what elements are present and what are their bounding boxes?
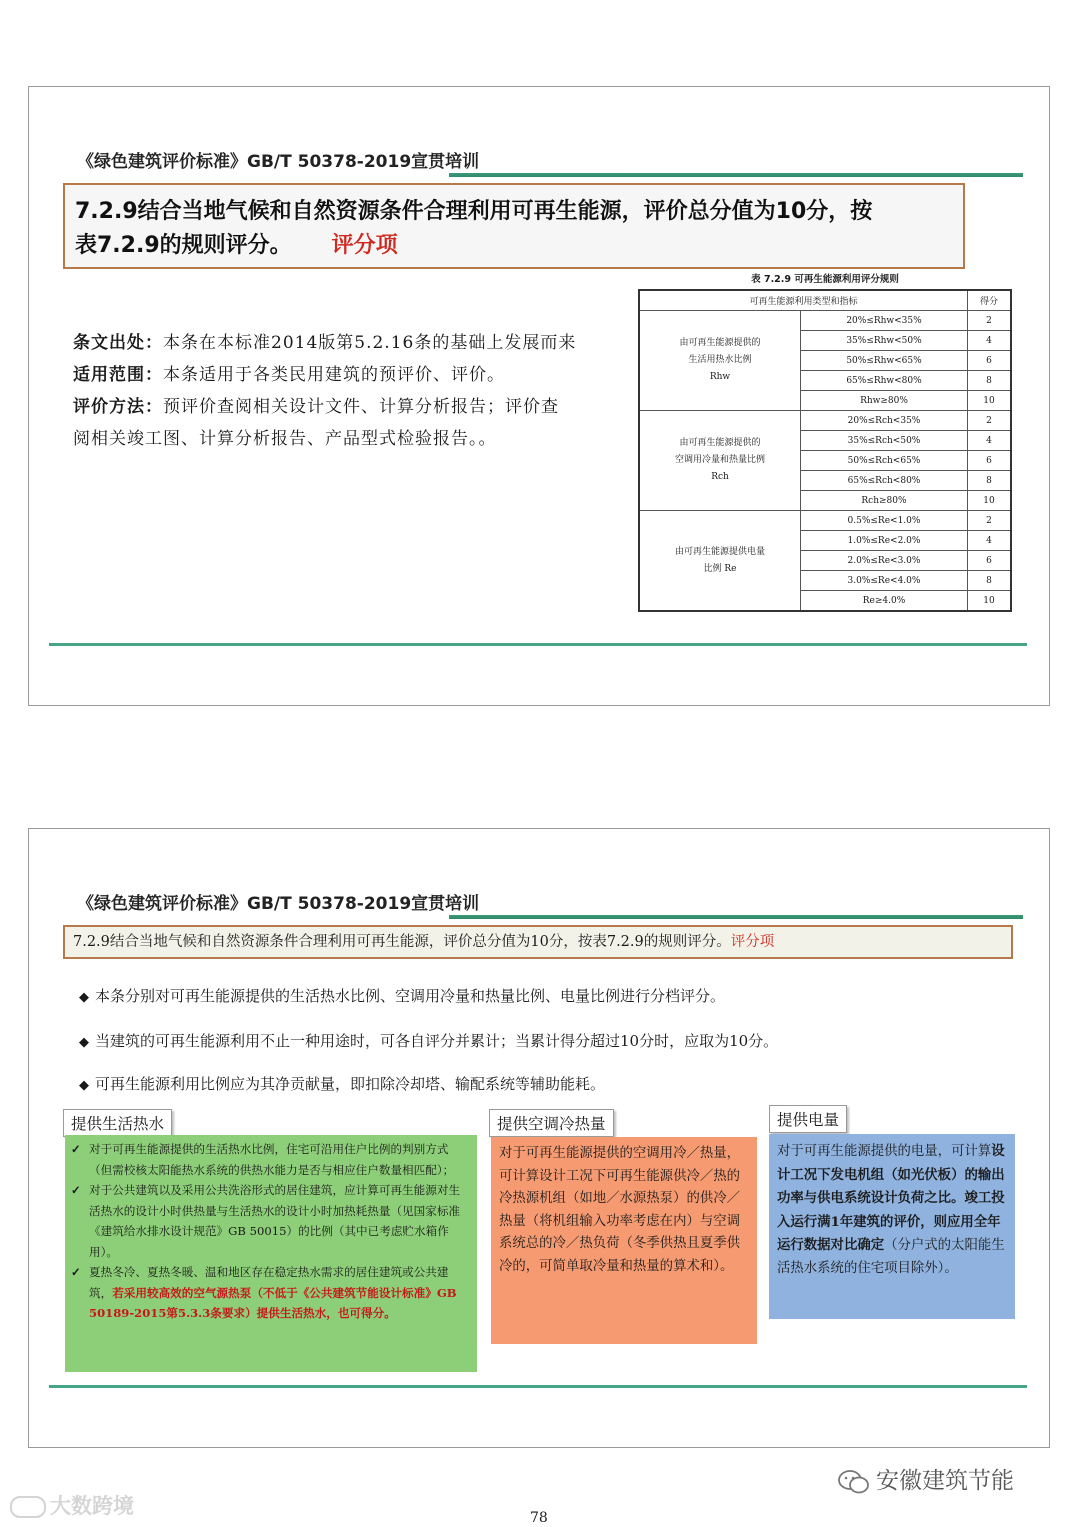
- table-cell-range: 65%≤Rhw<80%: [801, 371, 968, 391]
- item-text: 对于公共建筑以及采用公共洗浴形式的居住建筑，应计算可再生能源对生活热水的设计小时供热量与生活热水的设计小时加热耗热量（见国家标准《建筑给水排水设计规范》GB 50015）的比例（其中已考虑贮水箱作用）。: [89, 1183, 461, 1259]
- table-row: [639, 411, 1011, 431]
- scoring-table: [638, 271, 1012, 612]
- clause-tag: 评分项: [730, 934, 775, 950]
- category-line: 由可再生能源提供的: [679, 338, 761, 348]
- source-text: 本条在本标准2014版第5.2.16条的基础上发展而来: [163, 333, 577, 353]
- table-cell-range: 65%≤Rch<80%: [801, 471, 968, 491]
- table-category: [639, 311, 801, 411]
- hot-water-label: 提供生活热水: [63, 1109, 172, 1137]
- method-label: 评价方法：: [73, 397, 163, 417]
- table-cell-range: 20%≤Rhw<35%: [801, 311, 968, 331]
- diamond-icon: ◆: [79, 990, 89, 1005]
- table-category: [639, 511, 801, 612]
- cooling-panel: [491, 1137, 757, 1344]
- table-cell-score: 6: [968, 351, 1012, 371]
- slide-header: 《绿色建筑评价标准》GB/T 50378-2019宣贯培训: [77, 152, 480, 172]
- table-cell-range: 2.0%≤Re<3.0%: [801, 551, 968, 571]
- category-line: 空调用冷量和热量比例: [674, 455, 765, 465]
- bullet-item: [79, 985, 725, 1006]
- table-cell-range: 20%≤Rch<35%: [801, 411, 968, 431]
- check-icon: ✓: [71, 1265, 81, 1279]
- footer-rule: [49, 643, 1027, 646]
- table-cell-score: 10: [968, 591, 1012, 612]
- table-cell-range: 50%≤Rhw<65%: [801, 351, 968, 371]
- electric-text: 对于可再生能源提供的电量，可计算: [777, 1144, 992, 1159]
- table-cell-score: 2: [968, 511, 1012, 531]
- diamond-icon: ◆: [79, 1078, 89, 1093]
- watermark-text: 大数跨境: [50, 1494, 134, 1518]
- table-caption: 表 7.2.9 可再生能源利用评分规则: [751, 274, 899, 285]
- table-cell-range: 35%≤Rhw<50%: [801, 331, 968, 351]
- check-icon: ✓: [71, 1142, 81, 1156]
- list-item: [71, 1180, 471, 1262]
- clause-title-line2: 表7.2.9的规则评分。: [75, 233, 292, 258]
- watermark-icon: [10, 1496, 46, 1518]
- brand-text: 安徽建筑节能: [876, 1468, 1014, 1494]
- clause-title-line1: 7.2.9结合当地气候和自然资源条件合理利用可再生能源，评价总分值为10分，按: [75, 199, 873, 224]
- electric-text-highlight: 设计工况下发电机组（如光伏板）的输出功率与供电系统设计负荷之比。竣工投入运行满1年建筑的评价，则应用全年运行数据对比确定: [777, 1143, 1005, 1253]
- table-cell-range: 50%≤Rch<65%: [801, 451, 968, 471]
- bullet-item: [79, 1073, 605, 1094]
- table-cell-range: 35%≤Rch<50%: [801, 431, 968, 451]
- table-cell-score: 4: [968, 531, 1012, 551]
- item-text-highlight: 若采用较高效的空气源热泵（不低于《公共建筑节能设计标准》GB 50189-2015第5.3.3条要求）提供生活热水，也可得分。: [89, 1285, 457, 1320]
- scope-text: 本条适用于各类民用建筑的预评价、评价。: [163, 365, 505, 385]
- category-line: 生活用热水比例: [688, 355, 752, 365]
- electric-panel: [769, 1134, 1015, 1319]
- list-item: [71, 1262, 471, 1324]
- table-cell-range: 1.0%≤Re<2.0%: [801, 531, 968, 551]
- header-rule: [449, 915, 1023, 919]
- table-cell-score: 2: [968, 411, 1012, 431]
- table-cell-score: 4: [968, 331, 1012, 351]
- category-line: Rch: [711, 472, 729, 482]
- slide-header: 《绿色建筑评价标准》GB/T 50378-2019宣贯培训: [77, 894, 480, 914]
- clause-title-box: [63, 183, 965, 269]
- table-cell-score: 8: [968, 571, 1012, 591]
- table-row: [639, 311, 1011, 331]
- source-label: 条文出处：: [73, 333, 163, 353]
- header-rule: [449, 173, 1023, 177]
- slide-1: [28, 86, 1050, 706]
- check-icon: ✓: [71, 1183, 81, 1197]
- category-line: 比例 Re: [703, 563, 737, 574]
- electric-label: 提供电量: [769, 1105, 847, 1133]
- footer-rule: [49, 1385, 1027, 1388]
- table-header-type: 可再生能源利用类型和指标: [639, 290, 968, 311]
- table-cell-score: 8: [968, 371, 1012, 391]
- table-cell-score: 8: [968, 471, 1012, 491]
- page-number: 78: [530, 1510, 548, 1526]
- table-cell-score: 6: [968, 551, 1012, 571]
- method-text-cont: 阅相关竣工图、计算分析报告、产品型式检验报告。。: [73, 429, 497, 449]
- bullet-item: [79, 1030, 778, 1051]
- table-cell-score: 10: [968, 491, 1012, 511]
- table-cell-score: 2: [968, 311, 1012, 331]
- table-cell-score: 10: [968, 391, 1012, 411]
- watermark: [10, 1490, 134, 1520]
- table-cell-range: Rch≥80%: [801, 491, 968, 511]
- clause-tag: 评分项: [331, 233, 398, 258]
- item-text: 夏热冬冷、夏热冬暖、温和地区存在稳定热水需求的居住建筑或公共建筑，: [89, 1265, 449, 1300]
- bullet-text: 本条分别对可再生能源提供的生活热水比例、空调用冷量和热量比例、电量比例进行分档评分。: [95, 987, 726, 1005]
- clause-description: [73, 327, 643, 455]
- wechat-icon: [838, 1469, 870, 1495]
- list-item: [71, 1139, 471, 1180]
- table-header-score: 得分: [968, 290, 1012, 311]
- cooling-label: 提供空调冷热量: [489, 1109, 614, 1137]
- table-cell-range: Rhw≥80%: [801, 391, 968, 411]
- slide-2: [28, 828, 1050, 1448]
- table-cell-range: Re≥4.0%: [801, 591, 968, 612]
- table-cell-range: 0.5%≤Re<1.0%: [801, 511, 968, 531]
- clause-title: 7.2.9结合当地气候和自然资源条件合理利用可再生能源，评价总分值为10分，按表7.2.9的规则评分。: [73, 934, 731, 950]
- table-cell-range: 3.0%≤Re<4.0%: [801, 571, 968, 591]
- table-cell-score: 6: [968, 451, 1012, 471]
- hot-water-panel: [65, 1135, 477, 1372]
- clause-title-box: [63, 925, 1013, 959]
- scope-label: 适用范围：: [73, 365, 163, 385]
- table-category: [639, 411, 801, 511]
- electric-text: （分户式的太阳能生活热水系统的住宅项目除外）。: [777, 1238, 1005, 1276]
- bullet-text: 可再生能源利用比例应为其净贡献量，即扣除冷却塔、输配系统等辅助能耗。: [95, 1075, 606, 1093]
- cooling-text: 对于可再生能源提供的空调用冷／热量，可计算设计工况下可再生能源供冷／热的冷热源机组（如地／水源热泵）的供冷／热量（将机组输入功率考虑在内）与空调系统总的冷／热负荷（冬季供热且夏季供冷的，可简单取冷量和热量的算术和）。: [499, 1146, 741, 1274]
- method-text: 预评价查阅相关设计文件、计算分析报告；评价查: [163, 397, 559, 417]
- bullet-text: 当建筑的可再生能源利用不止一种用途时，可各自评分并累计；当累计得分超过10分时，应取为10分。: [95, 1032, 779, 1050]
- category-line: Rhw: [709, 372, 731, 382]
- diamond-icon: ◆: [79, 1035, 89, 1050]
- table-row: [639, 511, 1011, 531]
- category-line: 由可再生能源提供的: [679, 438, 761, 448]
- item-text: 对于可再生能源提供的生活热水比例，住宅可沿用住户比例的判别方式（但需校核太阳能热水系统的供热水能力是否与相应住户数量相匹配）；: [89, 1142, 455, 1177]
- brand-mark: [838, 1462, 1014, 1495]
- table-cell-score: 4: [968, 431, 1012, 451]
- category-line: 由可再生能源提供电量: [674, 546, 765, 557]
